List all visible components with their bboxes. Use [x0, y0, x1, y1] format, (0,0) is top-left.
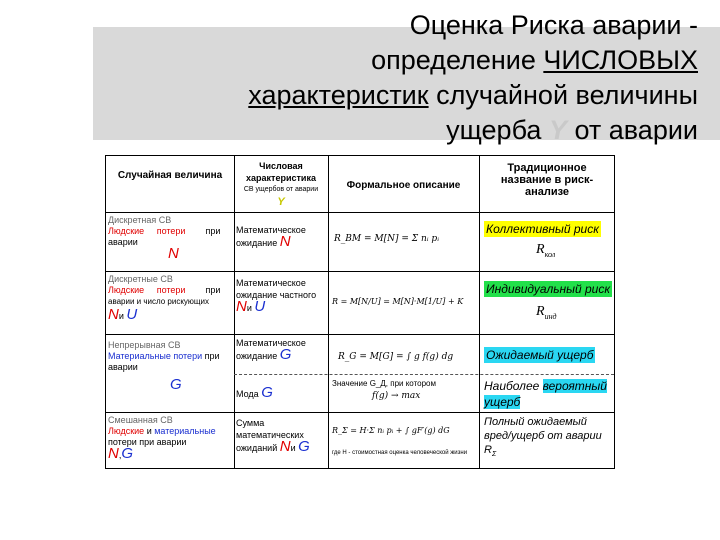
header-formal-description: Формальное описание	[346, 180, 461, 191]
row2-risk-name: Индивидуальный риск $R_{инд}$	[486, 282, 611, 321]
row3-random-variable: Непрерывная СВ Материальные потери при аварии G	[108, 340, 220, 393]
header-numeric-characteristic: Числовая характеристика СВ ущербов от аварии Y	[243, 161, 319, 208]
row3-risk-name: Ожидаемый ущерб	[486, 348, 594, 362]
row5-characteristic: Сумма математических ожиданий Nи G	[236, 418, 310, 455]
page-title	[150, 8, 698, 148]
row2-characteristic: Математическое ожидание частного Nи U	[236, 278, 317, 315]
header-traditional-name: Традиционное название в риск-анализе	[500, 162, 594, 198]
title-line-1: Оценка Риска аварии -	[409, 10, 698, 40]
row1-formula: R_ВМ = M[N] = Σ nᵢ pᵢ	[334, 234, 440, 244]
row2-formula: R = M[N/U] = M[N]·M[1/U] + K	[332, 297, 464, 306]
row3-formula: R_G = M[G] = ∫ g f(g) dg	[338, 352, 454, 362]
row2-random-variable: Дискретные СВ Людские потери при аварии и число рискующих Nи U	[108, 274, 221, 323]
title-line-2: определение ЧИСЛОВЫХ	[371, 45, 698, 75]
row1-characteristic: Математическое ожидание N	[236, 225, 306, 250]
title-line-4: ущерба Y от аварии	[446, 115, 698, 145]
row5-random-variable: Смешанная СВ Людские и материальные потери при аварии N,G	[108, 415, 216, 462]
row4-risk-name: Наиболее вероятный ущерб	[484, 379, 607, 409]
risk-table	[105, 155, 615, 469]
row4-characteristic: Мода G	[236, 384, 273, 401]
header-random-variable: Случайная величина	[117, 170, 223, 181]
row5-formula-note: где H - стоимостная оценка человеческой жизни	[332, 450, 468, 456]
row4-formula: Значение G_Д, при котором f(g) → max	[332, 379, 436, 401]
row1-risk-name: Коллективный риск $R_{кол}$	[486, 222, 599, 259]
row5-formula: R_Σ = H·Σ nᵢ pᵢ + ∫ gF′(g) dG	[332, 426, 450, 435]
title-line-3: характеристик случайной величины	[248, 80, 698, 110]
row1-random-variable: Дискретная СВ Людские потери при аварии N	[108, 215, 221, 262]
row5-risk-name: Полный ожидаемый вред/ущерб от аварии $R_\Sigma$	[484, 416, 602, 459]
row3-characteristic: Математическое ожидание G	[236, 338, 306, 363]
